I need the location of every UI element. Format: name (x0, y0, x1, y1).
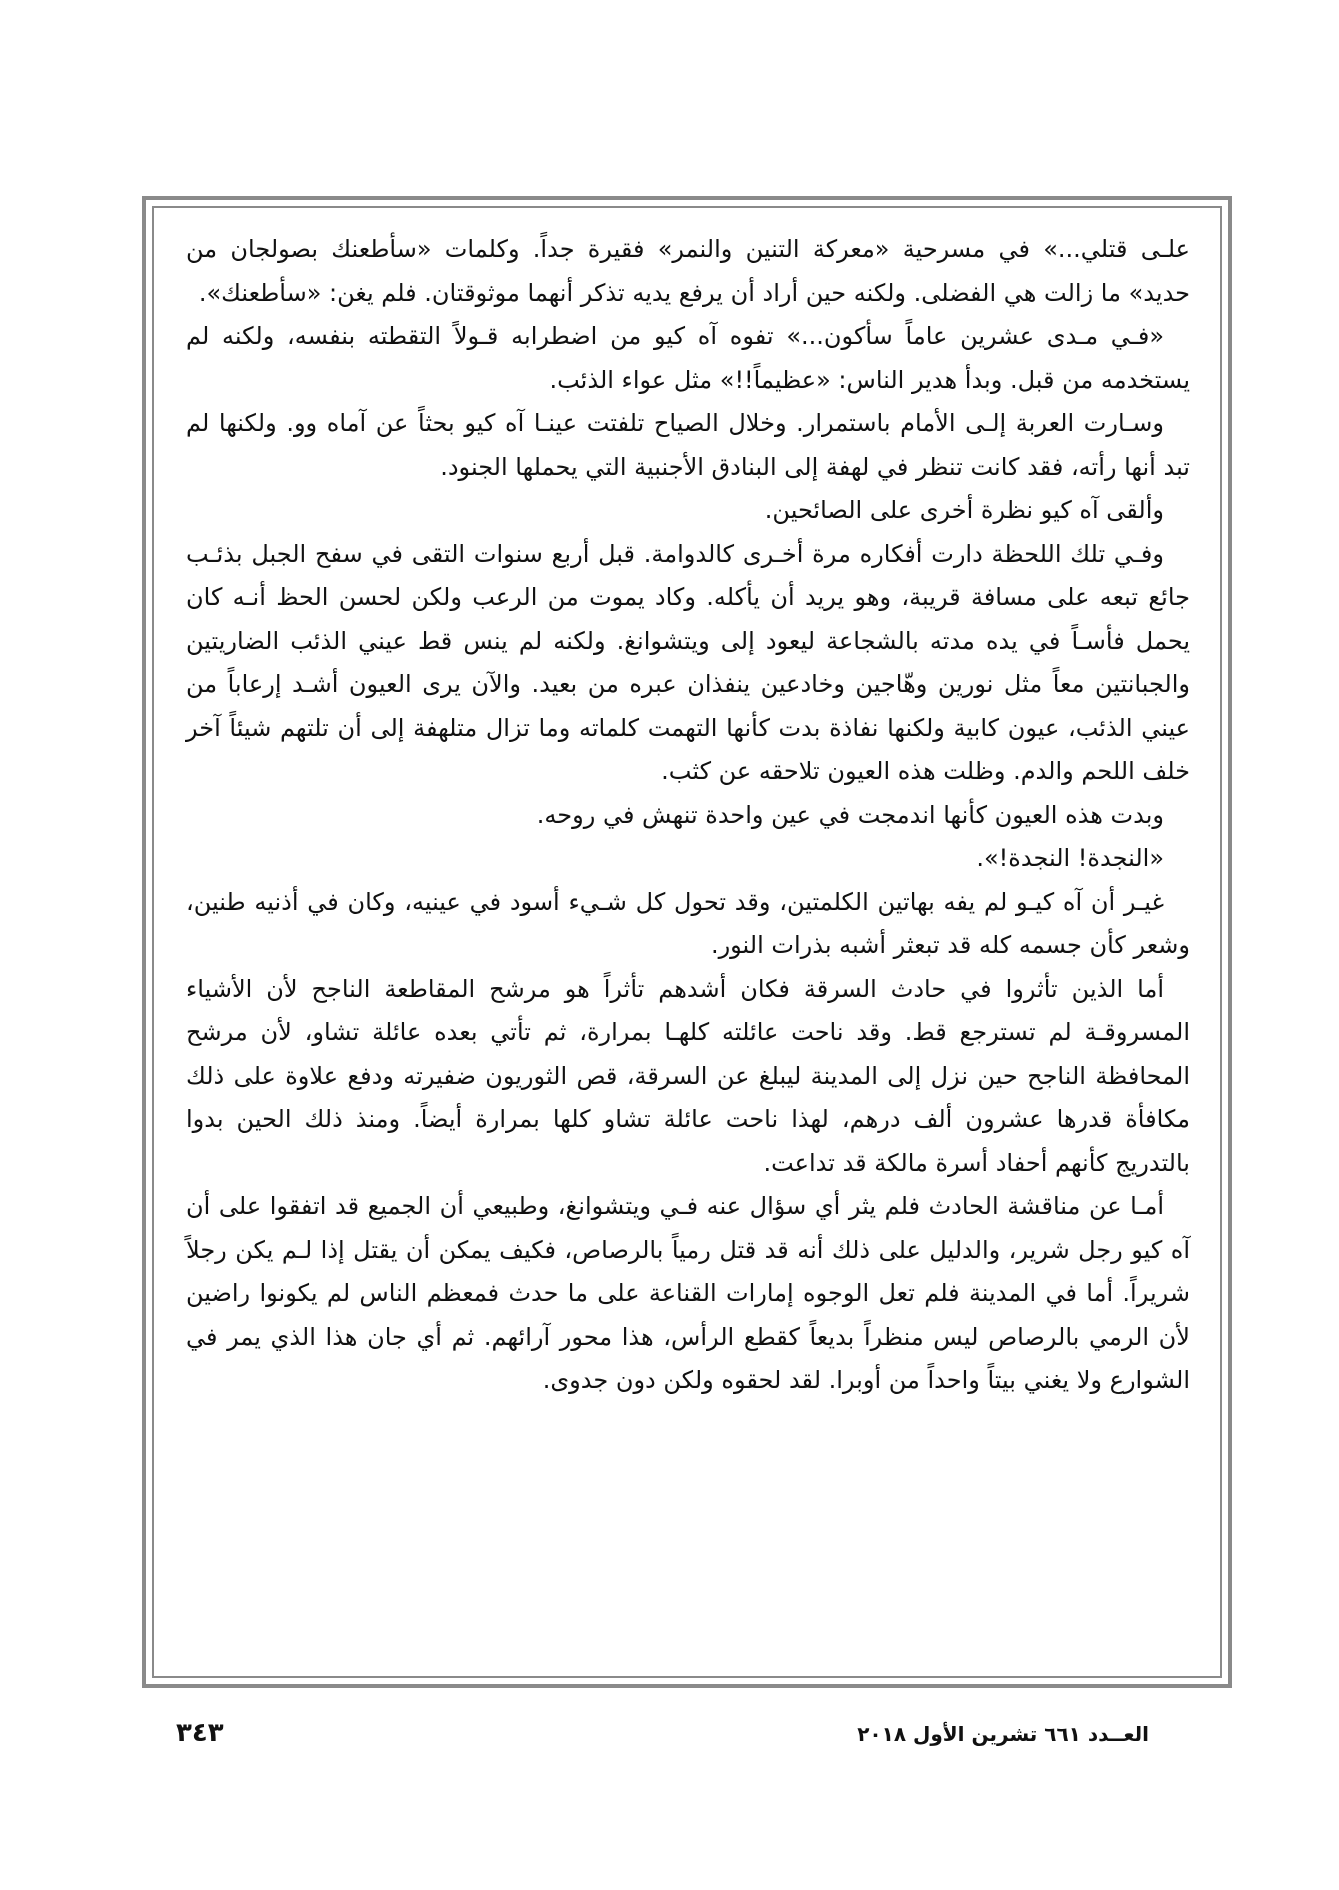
paragraph: أما الذين تأثروا في حادث السرقة فكان أشدهم تأثراً هو مرشح المقاطعة الناجح لأن الأشياء المسروقـة لم تسترجع قط. وقد ناحت عائلته كلهـا بمرارة، ثم تأتي بعده عائلة تشاو، لأن مرشح المحافظة الناجح حين نزل إلى المدينة ليبلغ عن السرقة، قص الثوريون ضفيرته ودفع علاوة على ذلك مكافأة قدرها عشرون ألف درهم، لهذا ناحت عائلة تشاو كلها بمرارة أيضاً. ومنذ ذلك الحين بدوا بالتدريج كأنهم أحفاد أسرة مالكة قد تداعت. (186, 974, 1190, 1177)
issue-info: العــدد ٦٦١ تشرين الأول ٢٠١٨ (857, 1722, 1149, 1746)
paragraph: وفـي تلك اللحظة دارت أفكاره مرة أخـرى كالدوامة. قبل أربع سنوات التقى في سفح الجبل بذئـب جائع تبعه على مسافة قريبة، وهو يريد أن يأكله. وكاد يموت من الرعب ولكن لحسن الحظ أنـه كان يحمل فأسـاً في يده مدته بالشجاعة ليعود إلى ويتشوانغ. ولكنه لم ينس قط عيني الذئب الضاريتين والجبانتين معاً مثل نورين وهّاجين وخادعين ينفذان عبره من بعيد. والآن يرى العيون أشـد إرعاباً من عيني الذئب، عيون كابية ولكنها نفاذة بدت كأنها التهمت كلماته وما تزال متلهفة إلى أن تلتهم شيئاً آخر خلف اللحم والدم. وظلت هذه العيون تلاحقه عن كثب. (186, 539, 1190, 785)
page-footer (0, 1718, 1339, 1758)
paragraph: أمـا عن مناقشة الحادث فلم يثر أي سؤال عنه فـي ويتشوانغ، وطبيعي أن الجميع قد اتفقوا على أن آه كيو رجل شرير، والدليل على ذلك أنه قد قتل رمياً بالرصاص، فكيف يمكن أن يقتل إذا لـم يكن رجلاً شريراً. أما في المدينة فلم تعل الوجوه إمارات القناعة على ما حدث فمعظم الناس لم يكونوا راضين لأن الرمي بالرصاص ليس منظراً بديعاً كقطع الرأس، هذا محور آرائهم. ثم أي جان هذا الذي يمر في الشوارع ولا يغني بيتاً واحداً من أوبرا. لقد لحقوه ولكن دون جدوى. (186, 1192, 1190, 1394)
page-number: ٣٤٣ (176, 1718, 224, 1748)
article-body (186, 228, 1190, 1403)
paragraph: وسـارت العربة إلـى الأمام باستمرار. وخلال الصياح تلفتت عينـا آه كيو بحثاً عن آماه وو. ولكنها لم تبد أنها رأته، فقد كانت تنظر في لهفة إلى البنادق الأجنبية التي يحملها الجنود. (186, 409, 1190, 481)
paragraph: وبدت هذه العيون كأنها اندمجت في عين واحدة تنهش في روحه. (536, 800, 1164, 829)
paragraph: «فـي مـدى عشرين عاماً سأكون...» تفوه آه كيو من اضطرابه قـولاً التقطته بنفسه، ولكنه لم يستخدمه من قبل. وبدأ هدير الناس: «عظيماً!!» مثل عواء الذئب. (186, 322, 1190, 394)
paragraph: وألقى آه كيو نظرة أخرى على الصائحين. (764, 496, 1164, 524)
paragraph: «النجدة! النجدة!». (976, 844, 1164, 872)
paragraph: غيـر أن آه كيـو لم يفه بهاتين الكلمتين، وقد تحول كل شـيء أسود في عينيه، وكان في أذنيه طنين، وشعر كأن جسمه كله قد تبعثر أشبه بذرات النور. (186, 887, 1190, 959)
paragraph: علـى قتلي...» في مسرحية «معركة التنين والنمر» فقيرة جداً. وكلمات «سأطعنك بصولجان من حديد» ما زالت هي الفضلى. ولكنه حين أراد أن يرفع يديه تذكر أنهما موثوقتان. فلم يغن: «سأطعنك». (186, 235, 1190, 307)
